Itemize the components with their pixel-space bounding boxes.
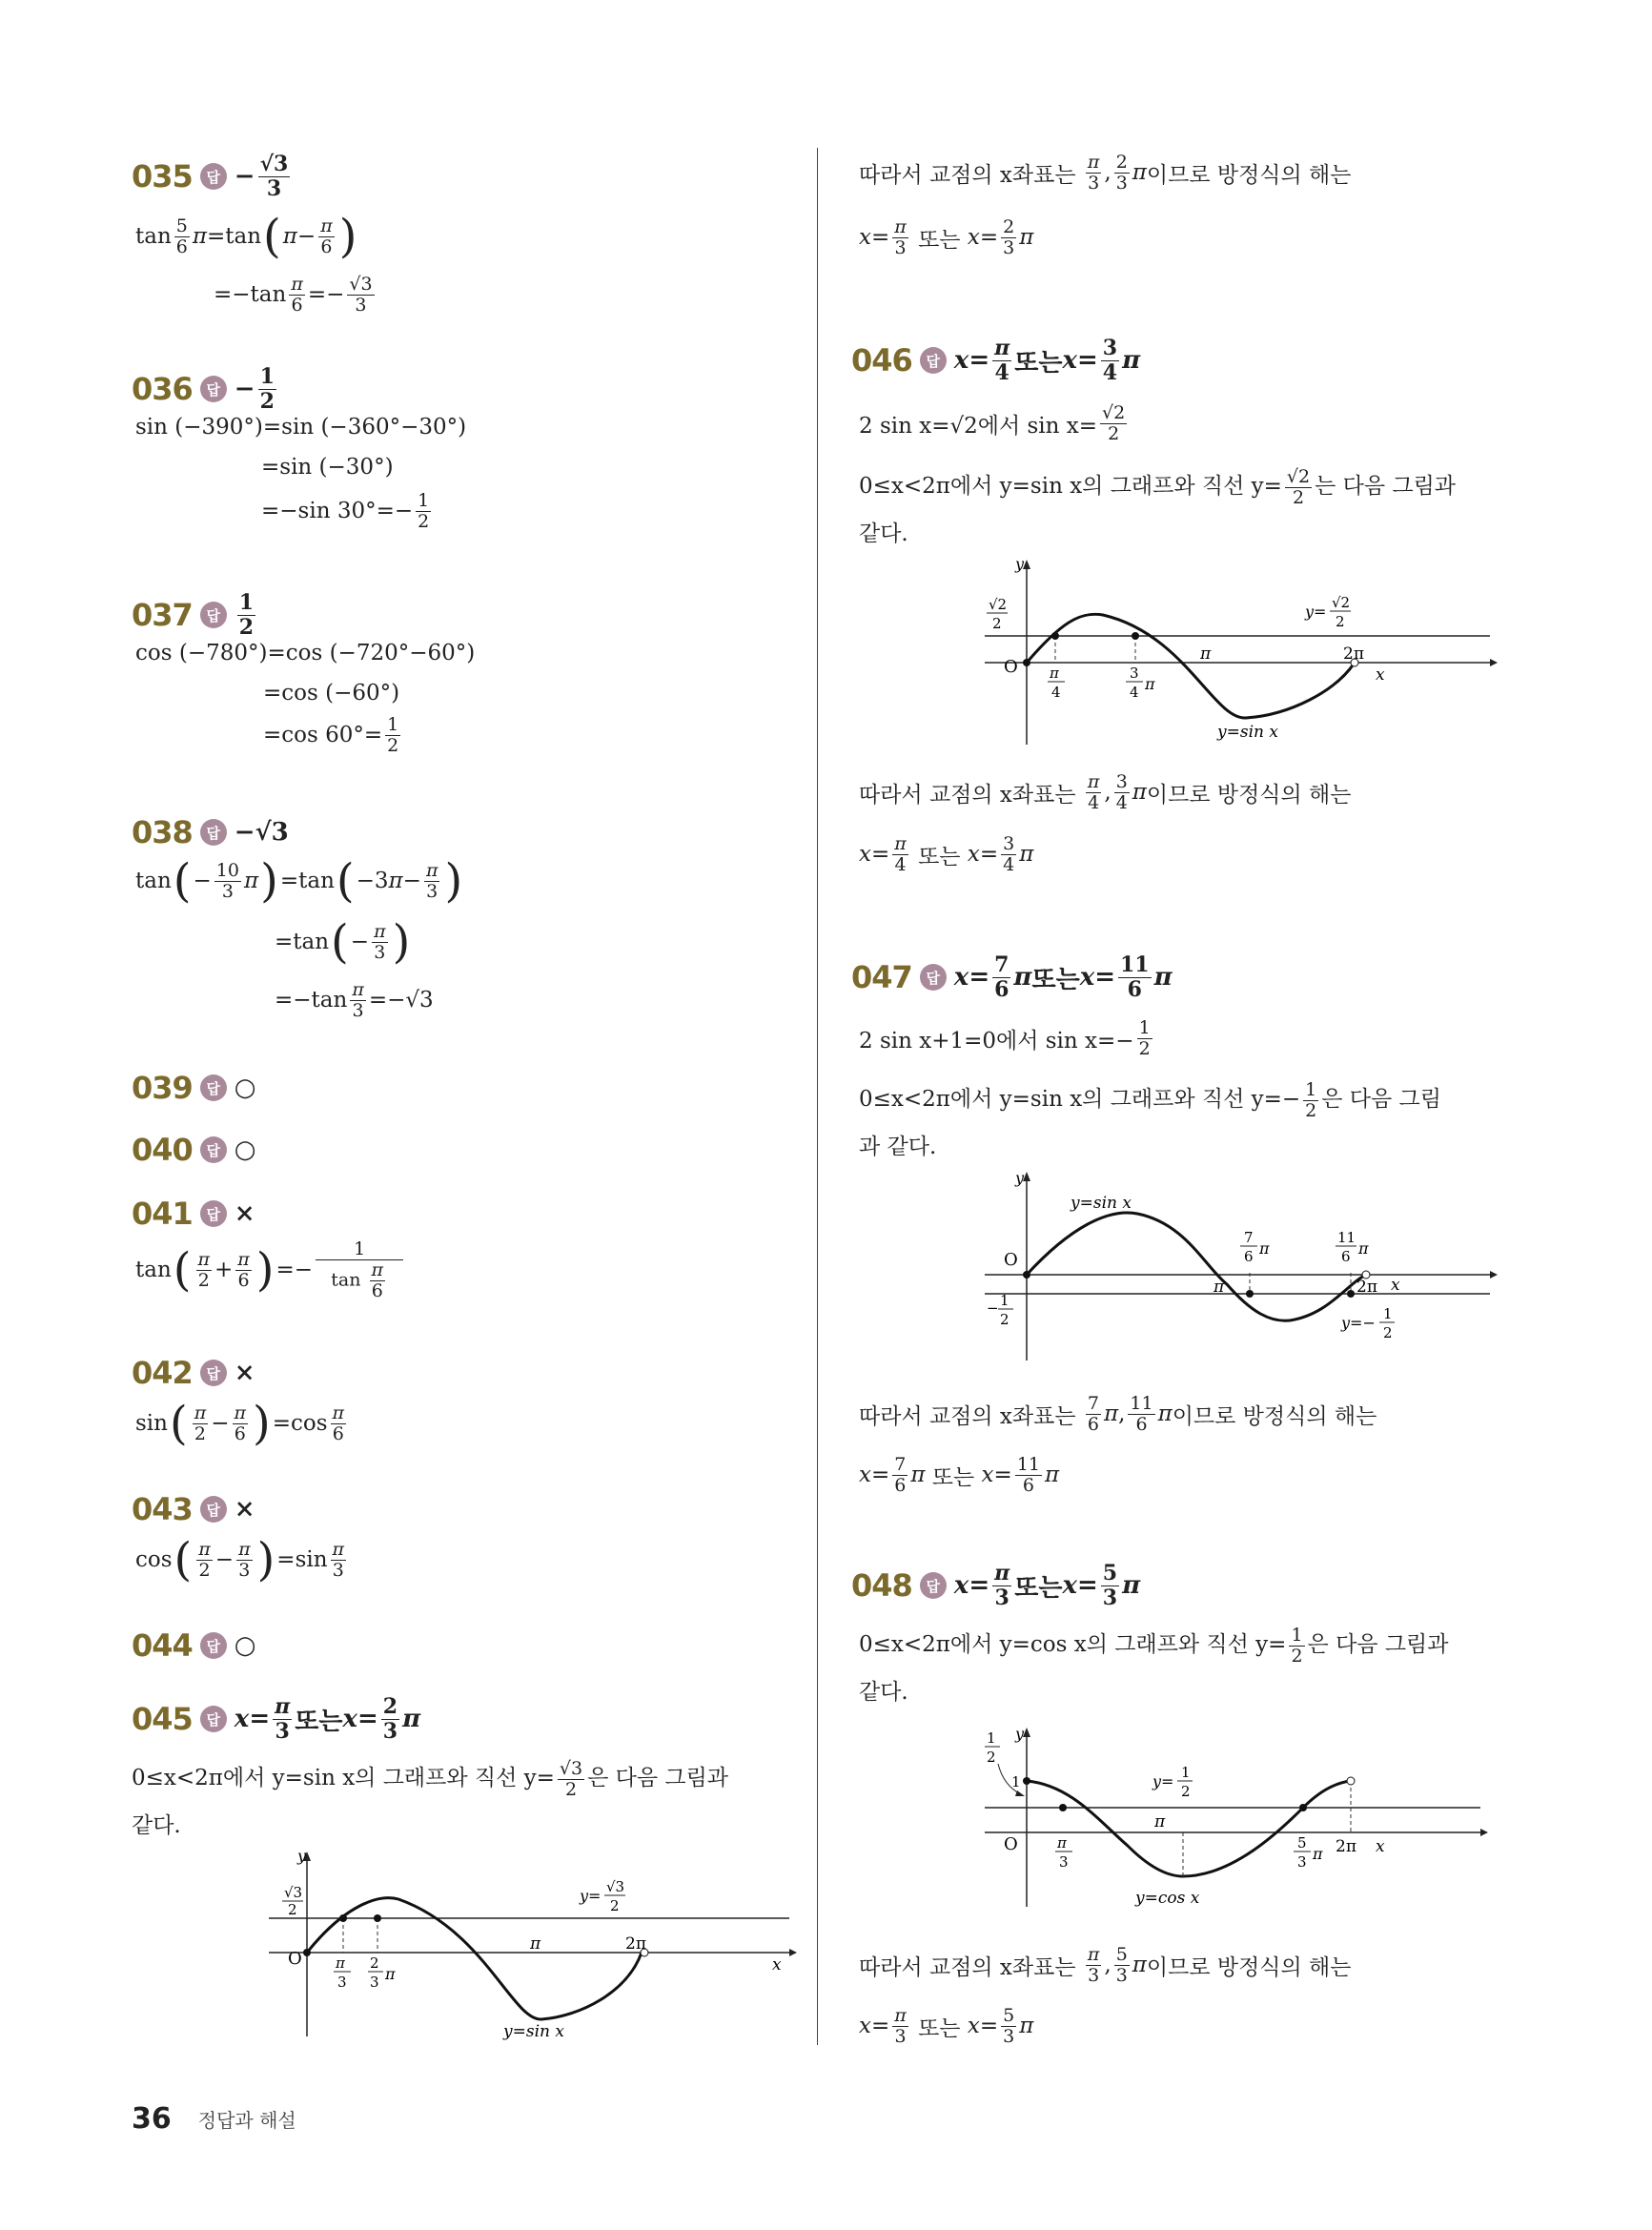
y-axis-label: y — [1015, 1170, 1025, 1187]
answer-badge: 답 — [200, 1632, 227, 1659]
line-label: 1 — [1181, 1764, 1191, 1781]
tick-label: 2 — [288, 1901, 297, 1918]
tick-label: 2 — [987, 1749, 996, 1766]
tick-label: 11 — [1337, 1229, 1356, 1246]
answer-badge: 답 — [200, 1136, 227, 1163]
answer: ○ — [234, 1074, 256, 1102]
answer-badge: 답 — [200, 376, 227, 402]
footer-title: 정답과 해설 — [197, 2109, 296, 2132]
tick-label: π — [1259, 1239, 1270, 1258]
answer-badge: 답 — [200, 602, 227, 628]
origin-label: O — [1004, 1250, 1018, 1270]
solution-line: =−tan $\frac{\pi}{6}$ =− $\frac{√3}{3}$ — [214, 274, 373, 316]
answer-badge: 답 — [200, 1200, 227, 1227]
problem-037 — [132, 590, 799, 756]
answer-badge: 답 — [920, 347, 947, 374]
y-axis-label: y — [1015, 1726, 1025, 1743]
tick-label: π — [1154, 1812, 1166, 1831]
problem-number: 042 — [132, 1355, 193, 1391]
answer: − $\frac{1}{2}$ — [234, 364, 275, 414]
curve-label: y=sin x — [1071, 1194, 1132, 1213]
line-label: √2 — [1332, 594, 1351, 611]
x-axis-label: x — [1376, 1837, 1385, 1856]
answer: ○ — [234, 1135, 256, 1164]
problem-number: 035 — [132, 158, 193, 194]
line-label: √3 — [606, 1878, 625, 1895]
tick-label: π — [1200, 644, 1212, 664]
tick-label: π — [336, 1954, 345, 1972]
cosine-graph-048 — [975, 1726, 1509, 1916]
tick-label: 3 — [1059, 1853, 1069, 1871]
solution-line: =sin (−30°) — [261, 455, 394, 480]
answer-badge: 답 — [200, 1496, 227, 1523]
problem-035 — [132, 152, 799, 316]
answer: x = $\frac{\pi}{3}$ 또는 x = $\frac{5}{3}$ π — [953, 1561, 1141, 1610]
solution-line: 따라서 교점의 x좌표는 $\frac{\pi}{3}$ , $\frac{2}{3}$ π 이므로 방정식의 해는 — [859, 152, 1352, 194]
tick-label: 1 — [1011, 1773, 1021, 1790]
problem-047 — [851, 952, 1519, 1496]
tick-label: √3 — [284, 1884, 303, 1901]
answer-badge: 답 — [200, 1360, 227, 1386]
answer: $\frac{1}{2}$ — [238, 590, 255, 640]
solution-line: x = $\frac{7}{6}$ π 또는 x = $\frac{11}{6}$ π — [859, 1454, 1060, 1496]
solution-line: 따라서 교점의 x좌표는 $\frac{7}{6}$ π , $\frac{11}{6}$ π 이므로 방정식의 해는 — [859, 1393, 1377, 1435]
tick-label: 3 — [1130, 665, 1139, 682]
tick-label: 2π — [1336, 1837, 1356, 1856]
problem-043 — [132, 1487, 799, 1586]
solution-line: tan ( $\frac{\pi}{2}$ + $\frac{\pi}{6}$ ) =− 1 tan $\frac{\pi}{6}$ — [135, 1239, 406, 1301]
tick-label: 4 — [1051, 684, 1061, 701]
solution-line: cos (−780°)=cos (−720°−60°) — [135, 641, 476, 665]
solution-line: =cos (−60°) — [263, 681, 400, 706]
tick-label: π — [1057, 1834, 1067, 1852]
problem-number: 043 — [132, 1491, 193, 1527]
solution-line: x = $\frac{\pi}{3}$ 또는 x = $\frac{5}{3}$ π — [859, 2005, 1034, 2047]
problem-number: 041 — [132, 1196, 193, 1232]
tick-label: 1 — [1000, 1292, 1010, 1309]
line-label: 1 — [1383, 1305, 1393, 1322]
tick-label: 3 — [1297, 1853, 1307, 1871]
problem-number: 048 — [851, 1567, 912, 1604]
line-label: y=− — [1341, 1314, 1376, 1332]
sine-graph-046 — [975, 558, 1509, 748]
origin-label: O — [288, 1949, 302, 1969]
tick-label: 5 — [1297, 1834, 1307, 1852]
tick-label: 2 — [992, 615, 1002, 632]
solution-line: x = $\frac{\pi}{4}$ 또는 x = $\frac{3}{4}$ π — [859, 833, 1034, 875]
solution-line: 2 sin x=√2에서 sin x= $\frac{√2}{2}$ — [859, 402, 1126, 444]
problem-number: 038 — [132, 814, 193, 850]
problem-045 — [132, 1694, 799, 2040]
problem-044 — [132, 1624, 799, 1667]
answer-badge: 답 — [200, 1706, 227, 1732]
problem-040 — [132, 1128, 799, 1172]
solution-line: =tan ( − $\frac{\pi}{3}$ ) — [275, 915, 411, 969]
problem-number: 047 — [851, 959, 912, 995]
tick-label: √2 — [989, 596, 1008, 613]
answer: x = $\frac{\pi}{4}$ 또는 x = $\frac{3}{4}$ π — [953, 336, 1141, 385]
answer-badge: 답 — [200, 819, 227, 846]
y-axis-label: y — [1015, 558, 1025, 573]
x-axis-label: x — [1376, 665, 1385, 685]
curve-label: y=sin x — [503, 2022, 564, 2040]
answer-badge: 답 — [920, 964, 947, 991]
tick-label: 2π — [1343, 644, 1364, 664]
column-divider — [817, 148, 818, 2045]
tick-label: 4 — [1130, 684, 1139, 701]
tick-label: π — [1050, 665, 1059, 682]
sine-graph-047 — [975, 1170, 1509, 1370]
tick-label: π — [530, 1934, 541, 1954]
answer-badge: 답 — [200, 1074, 227, 1101]
tick-label: 2 — [370, 1954, 379, 1972]
tick-label: π — [385, 1965, 396, 1983]
solution-line: =−sin 30°=− $\frac{1}{2}$ — [261, 490, 430, 532]
solution-text: 0≤x<2π에서 y=cos x의 그래프와 직선 y= $\frac{1}{2}$ 은 다음 그림과 같다. — [859, 1624, 1449, 1705]
answer: − $\frac{√3}{3}$ — [234, 152, 289, 201]
tick-label: 2π — [625, 1934, 646, 1954]
solution-line: 따라서 교점의 x좌표는 $\frac{\pi}{3}$ , $\frac{5}{3}$ π 이므로 방정식의 해는 — [859, 1944, 1352, 1986]
solution-text: 0≤x<2π에서 y=sin x의 그래프와 직선 y= $\frac{√3}{2}$ 은 다음 그림과 같다. — [132, 1757, 729, 1838]
tick-label: 2 — [1000, 1311, 1010, 1328]
tick-label: − — [987, 1299, 999, 1317]
problem-number: 036 — [132, 371, 193, 407]
problem-046 — [851, 336, 1519, 875]
solution-line: cos ( $\frac{\pi}{2}$ − $\frac{\pi}{3}$ ) =sin $\frac{\pi}{3}$ — [135, 1533, 345, 1586]
solution-text: 0≤x<2π에서 y=sin x의 그래프와 직선 y=− $\frac{1}{2}$ 은 다음 그림 과 같다. — [859, 1078, 1441, 1159]
tick-label: 6 — [1341, 1248, 1351, 1265]
solution-text: 0≤x<2π에서 y=sin x의 그래프와 직선 y= $\frac{√2}{2}$ 는 다음 그림과 같다. — [859, 465, 1457, 546]
answer: × — [234, 1199, 255, 1228]
problem-036 — [132, 364, 799, 532]
line-label: y= — [1152, 1772, 1174, 1790]
problem-number: 044 — [132, 1627, 193, 1664]
problem-number: 039 — [132, 1070, 193, 1106]
tick-label: 3 — [337, 1974, 347, 1991]
tick-label: 6 — [1244, 1248, 1254, 1265]
line-label: 2 — [1181, 1783, 1191, 1800]
answer: x = $\frac{\pi}{3}$ 또는 x = $\frac{2}{3}$ π — [234, 1694, 421, 1744]
problem-042 — [132, 1351, 799, 1450]
solution-line: tan ( − $\frac{10}{3}$ π ) =tan ( −3 π − $\frac{\pi}{3}$ ) — [135, 854, 463, 908]
problem-041 — [132, 1192, 799, 1301]
problem-number: 046 — [851, 342, 912, 378]
problem-038 — [132, 810, 799, 1021]
tick-label: 2π — [1356, 1278, 1377, 1297]
line-label: 2 — [1383, 1324, 1393, 1341]
answer-badge: 답 — [920, 1572, 947, 1599]
solution-line: 2 sin x+1=0에서 sin x=− $\frac{1}{2}$ — [859, 1017, 1151, 1059]
tick-label: π — [1313, 1845, 1323, 1863]
answer: × — [234, 1359, 255, 1387]
problem-number: 037 — [132, 597, 193, 633]
curve-label: y=cos x — [1135, 1889, 1200, 1908]
curve-label: y=sin x — [1217, 723, 1278, 742]
line-label: 2 — [1336, 613, 1345, 630]
answer: −√3 — [234, 818, 289, 847]
tick-label: 1 — [987, 1729, 996, 1747]
line-label: y= — [1305, 603, 1327, 621]
solution-line: =cos 60°= $\frac{1}{2}$ — [263, 714, 399, 756]
tick-label: π — [1358, 1239, 1369, 1258]
line-label: y= — [580, 1887, 602, 1905]
tick-label: 3 — [370, 1974, 379, 1991]
problem-048 — [851, 1561, 1519, 2047]
solution-line: x = $\frac{\pi}{3}$ 또는 x = $\frac{2}{3}$ π — [859, 216, 1034, 258]
answer-badge: 답 — [200, 163, 227, 190]
problem-number: 040 — [132, 1132, 193, 1168]
answer: x = $\frac{7}{6}$ π 또는 x = $\frac{11}{6}$ π — [953, 952, 1173, 1002]
line-label: 2 — [610, 1897, 620, 1914]
solution-line: 따라서 교점의 x좌표는 $\frac{\pi}{4}$ , $\frac{3}{4}$ π 이므로 방정식의 해는 — [859, 771, 1352, 813]
x-axis-label: x — [1391, 1276, 1400, 1295]
answer: × — [234, 1495, 255, 1524]
x-axis-label: x — [772, 1955, 782, 1974]
answer: ○ — [234, 1631, 256, 1660]
solution-line: sin ( $\frac{\pi}{2}$ − $\frac{\pi}{6}$ ) =cos $\frac{\pi}{6}$ — [135, 1397, 345, 1450]
sine-graph-045 — [265, 1850, 799, 2040]
y-axis-label: y — [297, 1850, 307, 1865]
solution-line: =−tan $\frac{\pi}{3}$ =−√3 — [275, 979, 434, 1021]
tick-label: π — [1145, 675, 1155, 693]
solution-line: sin (−390°)=sin (−360°−30°) — [135, 415, 467, 440]
origin-label: O — [1004, 1834, 1018, 1854]
tick-label: π — [1214, 1278, 1225, 1297]
tick-label: 7 — [1244, 1229, 1254, 1246]
origin-label: O — [1004, 657, 1018, 677]
page-number: 36 — [132, 2102, 172, 2136]
problem-number: 045 — [132, 1701, 193, 1737]
solution-line: tan $\frac{5}{6}$ π =tan ( π − $\frac{\pi}{6}$ ) — [135, 210, 357, 263]
problem-039 — [132, 1066, 799, 1110]
page-footer — [132, 2102, 296, 2136]
